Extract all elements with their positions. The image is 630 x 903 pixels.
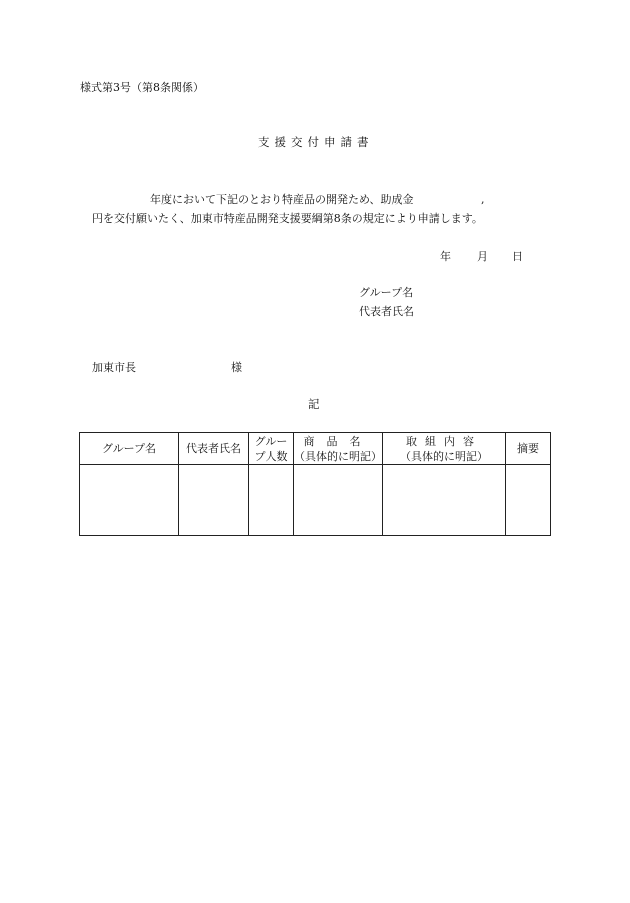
header-activity-line2: （具体的に明記） (400, 449, 488, 463)
header-activity (383, 433, 506, 465)
header-summary (506, 433, 551, 465)
ki-heading: 記 (308, 397, 320, 411)
cell-representative[interactable] (179, 465, 249, 536)
date-year-label: 年 (440, 250, 451, 263)
addressee-honorific: 様 (231, 361, 242, 374)
cell-members[interactable] (249, 465, 294, 536)
header-members-line1: グルー (254, 434, 288, 448)
cell-summary[interactable] (506, 465, 551, 536)
header-representative (179, 433, 249, 465)
applicant-group-name-label: グループ名 (359, 286, 414, 299)
header-summary-text: 摘要 (517, 442, 539, 455)
header-product-line1: 商品名 (303, 434, 373, 448)
cell-group-name[interactable] (80, 465, 179, 536)
request-text-line-2: 円を交付願いたく、加東市特産品開発支援要綱第8条の規定により申請します。 (92, 212, 483, 225)
request-text-line-1: 年度において下記のとおり特産品の開発ため、助成金 (150, 193, 414, 206)
cell-activity[interactable] (383, 465, 506, 536)
date-day-label: 日 (512, 250, 523, 263)
cell-product[interactable] (294, 465, 383, 536)
application-table (79, 432, 551, 536)
form-number: 様式第3号（第8条関係） (80, 81, 204, 94)
header-product-line2: （具体的に明記） (294, 449, 382, 463)
header-product (294, 433, 383, 465)
table-row (80, 465, 551, 536)
document-title: 支援交付申請書 (258, 135, 374, 149)
request-text-comma: , (481, 193, 485, 206)
header-group-name (80, 433, 179, 465)
date-month-label: 月 (477, 250, 488, 263)
header-members (249, 433, 294, 465)
header-members-line2: プ人数 (254, 449, 288, 463)
header-activity-line1: 取組内容 (406, 434, 482, 448)
addressee-name: 加東市長 (92, 361, 136, 374)
table-header-row (80, 433, 551, 465)
applicant-representative-label: 代表者氏名 (359, 305, 414, 318)
header-group-name-text: グループ名 (101, 442, 157, 455)
header-representative-text: 代表者氏名 (186, 442, 241, 455)
